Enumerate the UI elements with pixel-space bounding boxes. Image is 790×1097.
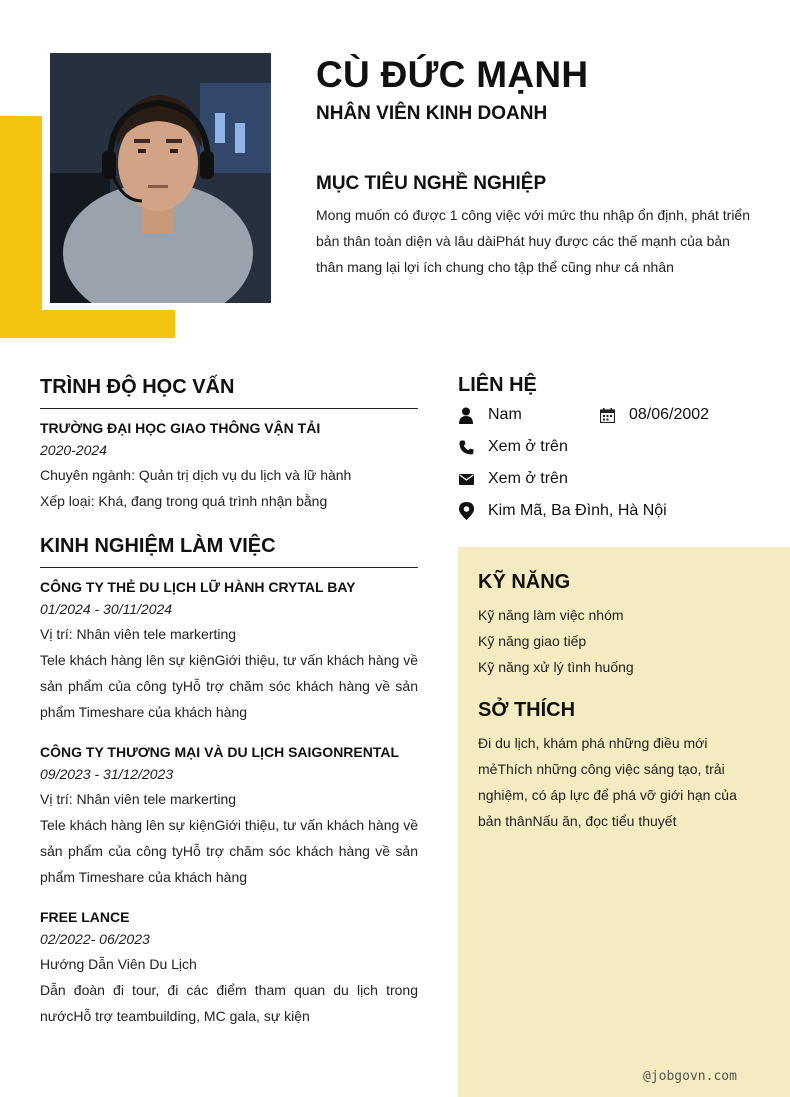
profile-photo <box>50 53 271 303</box>
hobbies-title: SỞ THÍCH <box>478 699 576 721</box>
contact-birthday <box>599 406 709 424</box>
education-grade: Xếp loại: Khá, đang trong quá trình nhận bằng <box>40 493 328 509</box>
skill-item: Kỹ năng làm việc nhóm <box>478 607 624 623</box>
education-title: TRÌNH ĐỘ HỌC VẤN <box>40 376 235 398</box>
job-company: CÔNG TY THƯƠNG MẠI VÀ DU LỊCH SAIGONRENTAL <box>40 744 400 760</box>
contact-phone <box>458 438 568 456</box>
job-position: Vị trí: Nhân viên tele markerting <box>40 626 237 642</box>
objective-title: MỤC TIÊU NGHỀ NGHIỆP <box>316 173 547 194</box>
job-description: Tele khách hàng lên sự kiệnGiới thiệu, tư vấn khách hàng về sản phẩm của công tyHỗ trợ chăm sóc khách hàng về sản phẩm Timeshare của khách hàng <box>40 817 418 885</box>
education-divider <box>40 408 418 409</box>
contact-email <box>458 470 568 488</box>
email-value: Xem ở trên <box>488 470 568 487</box>
contact-address <box>458 502 667 520</box>
job-company: FREE LANCE <box>40 909 130 925</box>
job-entry <box>40 579 418 725</box>
calendar-icon <box>599 406 615 424</box>
phone-value: Xem ở trên <box>488 438 568 455</box>
job-entry <box>40 744 418 890</box>
experience-divider <box>40 567 418 568</box>
skills-title: KỸ NĂNG <box>478 571 571 593</box>
job-entry <box>40 909 418 1029</box>
watermark: @jobgovn.com <box>643 1069 737 1084</box>
job-position: Hướng Dẫn Viên Du Lịch <box>40 956 197 972</box>
contact-title: LIÊN HỆ <box>458 374 537 396</box>
address-value: Kim Mã, Ba Đình, Hà Nội <box>488 502 667 519</box>
school-name: TRƯỜNG ĐẠI HỌC GIAO THÔNG VẬN TẢI <box>40 420 321 436</box>
job-dates: 02/2022- 06/2023 <box>40 931 150 947</box>
experience-title: KINH NGHIỆM LÀM VIỆC <box>40 535 276 557</box>
skill-item: Kỹ năng giao tiếp <box>478 633 587 649</box>
candidate-name: CÙ ĐỨC MẠNH <box>316 54 589 95</box>
job-description: Dẫn đoàn đi tour, đi các điểm tham quan du lịch trong nướcHỗ trợ teambuilding, MC gala, sự kiện <box>40 982 418 1024</box>
job-position: Vị trí: Nhân viên tele markerting <box>40 791 237 807</box>
job-description: Tele khách hàng lên sự kiệnGiới thiệu, tư vấn khách hàng về sản phẩm của công tyHỗ trợ chăm sóc khách hàng về sản phẩm Timeshare của khách hàng <box>40 652 418 720</box>
candidate-role: NHÂN VIÊN KINH DOANH <box>316 103 548 124</box>
job-company: CÔNG TY THẺ DU LỊCH LỮ HÀNH CRYTAL BAY <box>40 579 356 595</box>
job-dates: 01/2024 - 30/11/2024 <box>40 601 173 617</box>
birthday-value: 08/06/2002 <box>629 406 710 423</box>
job-dates: 09/2023 - 31/12/2023 <box>40 766 174 782</box>
hobbies-text: Đi du lịch, khám phá những điều mới mẻThích những công việc sáng tạo, trải nghiệm, có áp lực để phá vỡ giới hạn của bản thânNấu ăn, đọc tiểu thuyết <box>478 735 737 829</box>
location-pin-icon <box>458 502 474 520</box>
person-icon <box>458 406 474 424</box>
gender-value: Nam <box>488 406 522 423</box>
education-years: 2020-2024 <box>40 442 107 458</box>
education-entry <box>40 420 418 514</box>
education-major: Chuyên ngành: Quản trị dịch vụ du lịch và lữ hành <box>40 467 352 483</box>
phone-icon <box>458 438 474 456</box>
contact-gender <box>458 406 522 424</box>
objective-text: Mong muốn có được 1 công việc với mức thu nhập ổn định, phát triển bản thân toàn diện và lâu dàiPhát huy được các thế mạnh của bản thân mang lại lợi ích chung cho tập thể cũng như cá nhân <box>316 207 751 275</box>
skill-item: Kỹ năng xử lý tình huống <box>478 659 634 675</box>
mail-icon <box>458 470 474 488</box>
